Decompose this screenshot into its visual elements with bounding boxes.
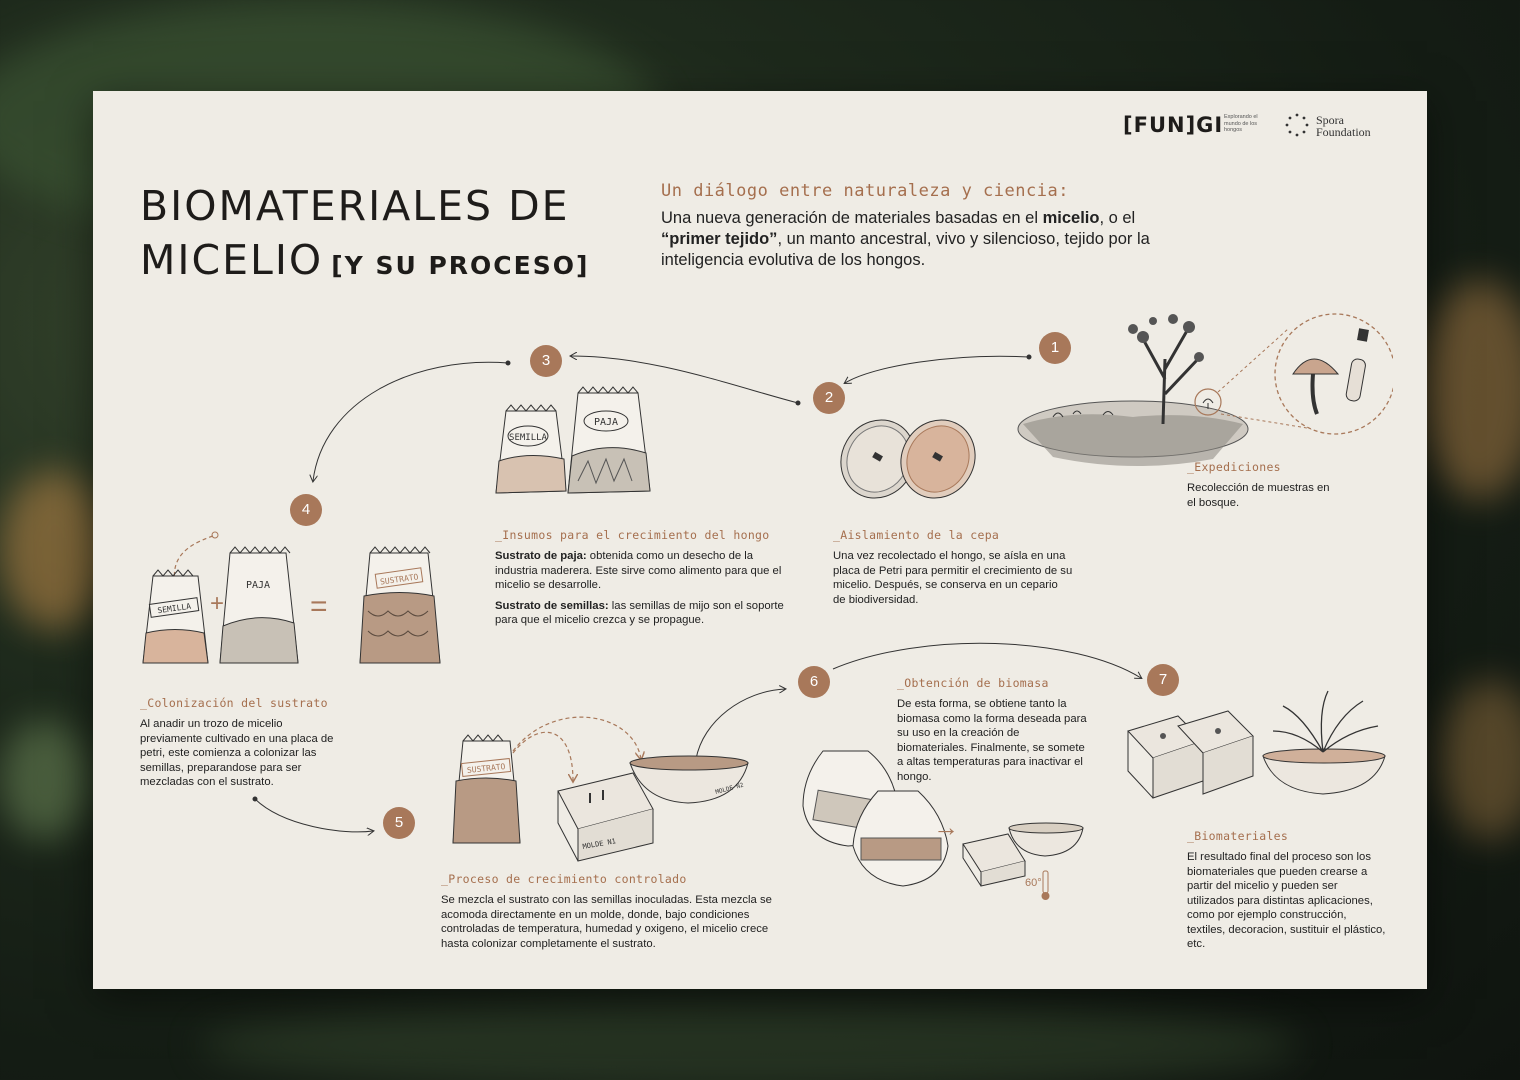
- bold-label: Sustrato de paja:: [495, 550, 587, 562]
- section-description-semillas: [495, 599, 785, 628]
- infographic-poster: [93, 91, 1427, 989]
- step-badge-6: 6: [798, 666, 830, 698]
- arrow-4-to-5: [255, 799, 373, 832]
- spora-logo-line2: Foundation: [1316, 125, 1371, 139]
- arrow-1-to-2: [845, 356, 1029, 383]
- section-description-paja: [495, 549, 785, 593]
- intro-text-3: , un manto ancestral, vivo y silencioso, tejido por la inteligencia evolutiva de los hongos.: [661, 230, 1150, 269]
- step-badge-4: 4: [290, 494, 322, 526]
- section-colonizacion: [140, 696, 345, 790]
- tagline: Un diálogo entre naturaleza y ciencia:: [661, 181, 1069, 201]
- bag-label-semilla: SEMILLA: [509, 433, 547, 443]
- mold-label-2: MOLDE N2: [714, 781, 745, 796]
- bag-label-paja: PAJA: [593, 417, 619, 428]
- controlled-growth-illustration: [448, 731, 758, 866]
- section-description: Recolección de muestras en el bosque.: [1187, 482, 1330, 509]
- transform-arrow: →: [933, 812, 959, 842]
- arrow-3-to-4: [313, 362, 508, 481]
- temperature-label: 60°: [1025, 877, 1042, 889]
- bag-label-sustrato-5: SUSTRATO: [466, 762, 506, 775]
- step-badge-2: 2: [813, 382, 845, 414]
- section-aislamiento: [833, 528, 1073, 607]
- background-foliage: [200, 1000, 1300, 1080]
- background-foliage: [1440, 680, 1520, 840]
- section-description: Se mezcla el sustrato con las semillas inoculadas. Esta mezcla se acomoda directamente en un molde, donde, bajo condiciones controladas de temperatura, humedad y oxigeno, el micelio crece hasta colonizar completamente el sustrato.: [441, 894, 772, 950]
- section-expediciones: [1187, 460, 1337, 510]
- bold-label: Sustrato de semillas:: [495, 599, 609, 612]
- section-heading: _Proceso de crecimiento controlado: [441, 872, 687, 886]
- background-foliage: [1420, 280, 1520, 500]
- section-heading: _Aislamiento de la cepa: [833, 528, 1000, 542]
- plus-sign: +: [210, 590, 225, 617]
- intro-bold-1: micelio: [1042, 209, 1100, 227]
- mold-label: MOLDE N1: [581, 837, 617, 851]
- step-badge-7: 7: [1147, 664, 1179, 696]
- step-badge-5: 5: [383, 807, 415, 839]
- spora-logo-line1: Spora: [1316, 113, 1344, 127]
- intro-bold-2: “primer tejido”: [661, 230, 778, 248]
- section-description: Una vez recolectado el hongo, se aísla en una placa de Petri para permitir el crecimiento de su micelio. Después, se conserva en un cepario de biodiversidad.: [833, 550, 1073, 606]
- colonization-illustration: [138, 541, 453, 671]
- equals-sign: =: [310, 590, 328, 623]
- section-obtencion: [897, 676, 1087, 784]
- section-heading: _Expediciones: [1187, 460, 1281, 474]
- title-subtitle: [Y SU PROCESO]: [331, 251, 590, 280]
- step-badge-3: 3: [530, 345, 562, 377]
- section-proceso: [441, 872, 781, 951]
- background-foliage: [0, 720, 90, 840]
- section-biomateriales: [1187, 829, 1387, 952]
- forest-expedition-illustration: [1013, 299, 1393, 479]
- description-text: obtenida como un desecho de la industria maderera. Este sirve como alimento para que el micelio se desarrolle.: [495, 550, 782, 591]
- substrate-bags-illustration: [488, 381, 663, 506]
- section-description: De esta forma, se obtiene tanto la biomasa como la forma deseada para su uso en la creación de biomateriales. Finalmente, se somete a altas temperaturas para inactivar el hongo.: [897, 698, 1087, 783]
- intro-text-1: Una nueva generación de materiales basadas en el: [661, 209, 1043, 227]
- section-description: El resultado final del proceso son los biomateriales que pueden crearse a partir del micelio y pueden ser utilizados para distintas aplicaciones, como por ejemplo construcción, textiles, decoracion, sustituir el plástico, etc.: [1187, 851, 1386, 950]
- arrow-6-to-7: [833, 643, 1141, 678]
- section-description: Al anadir un trozo de micelio previamente cultivado en una placa de petri, este comienza a colonizar las semillas, preparandose para ser mezcladas con el sustrato.: [140, 718, 334, 788]
- step-badge-1: 1: [1039, 332, 1071, 364]
- title-word: MICELIO: [140, 236, 324, 284]
- bag-label-semilla-4: SEMILLA: [156, 601, 192, 616]
- petri-dish-illustration: [833, 409, 993, 509]
- fungi-logo-tagline: Explorando el mundo de los hongos: [1224, 114, 1258, 133]
- section-heading: _Obtención de biomasa: [897, 676, 1049, 690]
- title-line-1: BIOMATERIALES DE: [140, 182, 570, 230]
- section-insumos: [495, 528, 785, 628]
- bag-label-sustrato-4: SUSTRATO: [379, 572, 419, 587]
- description-text: las semillas de mijo son el soporte para que el micelio crezca y se propague.: [495, 599, 784, 626]
- intro-text-2: , o el: [1099, 209, 1136, 227]
- bag-label-paja-4: PAJA: [245, 580, 271, 591]
- section-heading: _Colonización del sustrato: [140, 696, 328, 710]
- section-heading: _Biomateriales: [1187, 829, 1289, 843]
- section-heading: _Insumos para el crecimiento del hongo: [495, 528, 770, 542]
- fungi-logo: [FUN]GI: [1123, 113, 1224, 137]
- biomaterials-illustration: [1123, 686, 1388, 806]
